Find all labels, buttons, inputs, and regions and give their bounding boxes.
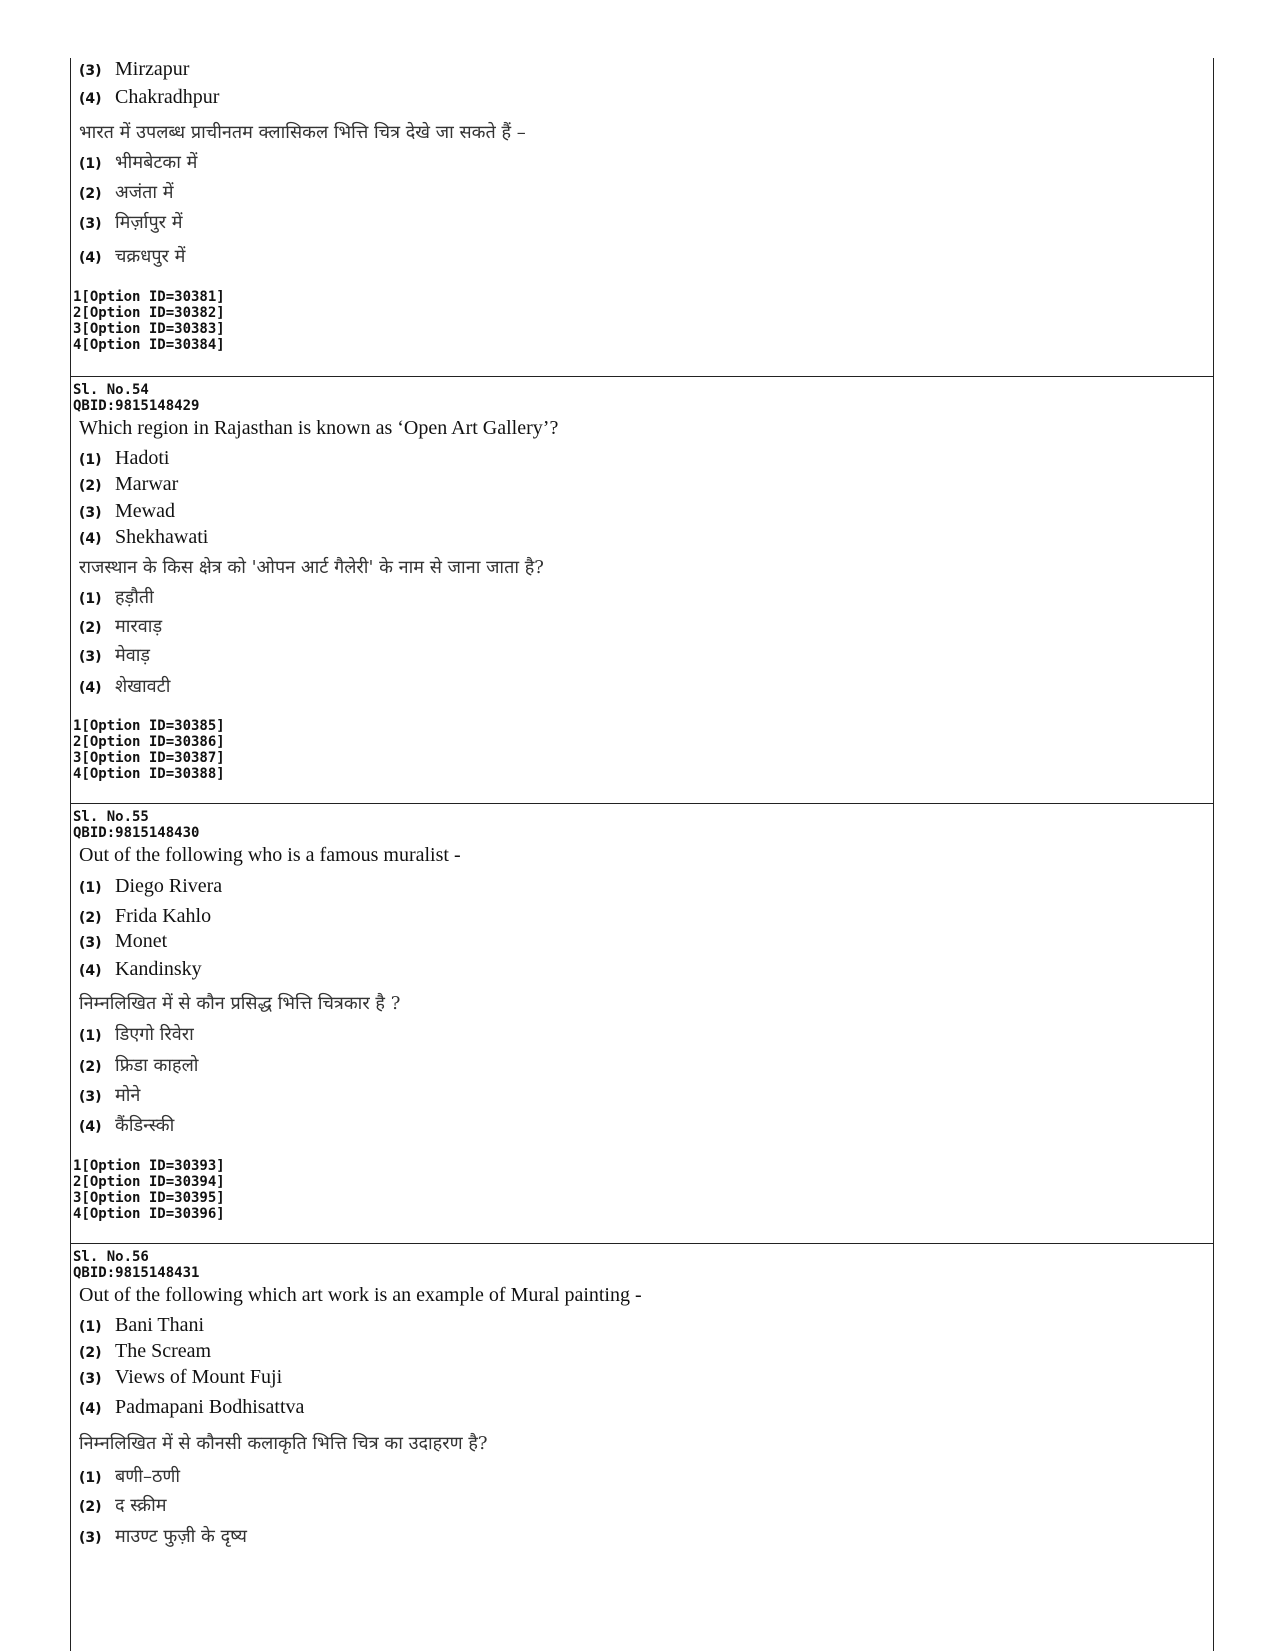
- option-en-4: (4) Padmapani Bodhisattva: [79, 1396, 305, 1418]
- option-id-1: 1[Option ID=30381]: [73, 289, 225, 305]
- option-en-1: (1) Bani Thani: [79, 1314, 205, 1336]
- option-hi-1: (1) डिएगो रिवेरा: [79, 1024, 194, 1045]
- option-id-4: 4[Option ID=30396]: [73, 1206, 225, 1222]
- option-hi-1: (1) हड़ौती: [79, 587, 154, 608]
- option-en-3: (3) Mirzapur: [79, 58, 190, 80]
- option-hi-1: (1) भीमबेटका में: [79, 152, 198, 173]
- option-id-3: 3[Option ID=30383]: [73, 321, 225, 337]
- option-id-2: 2[Option ID=30382]: [73, 305, 225, 321]
- option-en-1: (1) Hadoti: [79, 447, 170, 469]
- option-id-2: 2[Option ID=30386]: [73, 734, 225, 750]
- question-block-56: [71, 1243, 1213, 1652]
- option-id-2: 2[Option ID=30394]: [73, 1174, 225, 1190]
- option-id-3: 3[Option ID=30387]: [73, 750, 225, 766]
- option-hi-4: (4) कैंडिन्स्की: [79, 1115, 175, 1136]
- option-en-3: (3) Mewad: [79, 500, 175, 522]
- option-hi-3: (3) माउण्ट फुज़ी के दृष्य: [79, 1526, 247, 1547]
- option-hi-2: (2) अजंता में: [79, 182, 174, 203]
- option-id-4: 4[Option ID=30384]: [73, 337, 225, 353]
- question-block-53-continued: [71, 58, 1213, 376]
- serial-number: Sl. No.54: [73, 382, 149, 398]
- option-hi-3: (3) मोने: [79, 1085, 141, 1106]
- question-text-en: Out of the following who is a famous muralist -: [79, 844, 461, 866]
- question-text-hi: निम्नलिखित में से कौनसी कलाकृति भित्ति चित्र का उदाहरण है?: [79, 1433, 488, 1454]
- option-hi-2: (2) मारवाड़: [79, 616, 163, 637]
- question-text-en: Out of the following which art work is an example of Mural painting -: [79, 1284, 642, 1306]
- option-hi-3: (3) मेवाड़: [79, 645, 151, 666]
- option-en-4: (4) Kandinsky: [79, 958, 202, 980]
- option-hi-2: (2) द स्क्रीम: [79, 1495, 167, 1516]
- question-text-en: Which region in Rajasthan is known as ‘Open Art Gallery’?: [79, 417, 559, 439]
- option-en-1: (1) Diego Rivera: [79, 875, 223, 897]
- option-en-3: (3) Monet: [79, 930, 168, 952]
- option-en-3: (3) Views of Mount Fuji: [79, 1366, 283, 1388]
- question-block-55: [71, 803, 1213, 1244]
- question-text-hi: निम्नलिखित में से कौन प्रसिद्ध भित्ति चित्रकार है ?: [79, 993, 401, 1014]
- option-id-1: 1[Option ID=30393]: [73, 1158, 225, 1174]
- option-en-2: (2) The Scream: [79, 1340, 212, 1362]
- serial-number: Sl. No.56: [73, 1249, 149, 1265]
- option-hi-4: (4) चक्रधपुर में: [79, 246, 186, 267]
- qbid: QBID:9815148429: [73, 398, 200, 414]
- question-text-hi: राजस्थान के किस क्षेत्र को 'ओपन आर्ट गैलेरी' के नाम से जाना जाता है?: [79, 557, 544, 578]
- option-hi-1: (1) बणी–ठणी: [79, 1466, 181, 1487]
- question-paper-page: [70, 58, 1214, 1651]
- qbid: QBID:9815148431: [73, 1265, 200, 1281]
- option-id-3: 3[Option ID=30395]: [73, 1190, 225, 1206]
- option-hi-2: (2) फ्रिडा काहलो: [79, 1055, 199, 1076]
- option-hi-4: (4) शेखावटी: [79, 676, 171, 697]
- option-en-2: (2) Marwar: [79, 473, 179, 495]
- serial-number: Sl. No.55: [73, 809, 149, 825]
- option-en-4: (4) Shekhawati: [79, 526, 209, 548]
- question-block-54: [71, 376, 1213, 804]
- qbid: QBID:9815148430: [73, 825, 200, 841]
- option-id-4: 4[Option ID=30388]: [73, 766, 225, 782]
- question-text-hi: भारत में उपलब्ध प्राचीनतम क्लासिकल भित्ति चित्र देखे जा सकते हैं –: [79, 122, 526, 143]
- option-hi-3: (3) मिर्ज़ापुर में: [79, 212, 183, 233]
- option-en-4: (4) Chakradhpur: [79, 86, 220, 108]
- option-en-2: (2) Frida Kahlo: [79, 905, 212, 927]
- option-id-1: 1[Option ID=30385]: [73, 718, 225, 734]
